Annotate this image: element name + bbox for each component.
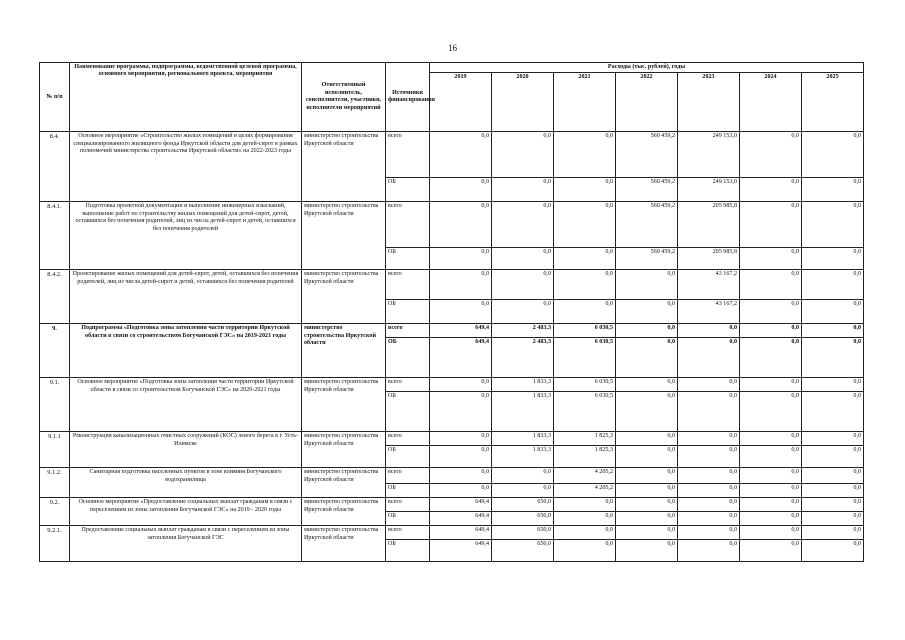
value-2019: 0,0 xyxy=(430,392,492,432)
value-2021: 0,0 xyxy=(554,540,616,562)
value-2023: 0,0 xyxy=(678,498,740,512)
row-responsible: министерство строительства Иркутской области xyxy=(302,132,386,202)
value-2024: 0,0 xyxy=(740,512,802,526)
header-year-2023: 2023 xyxy=(678,73,740,132)
value-2021: 6 030,5 xyxy=(554,338,616,378)
value-2024: 0,0 xyxy=(740,446,802,468)
table-row xyxy=(40,432,864,446)
value-2023: 249 153,0 xyxy=(678,132,740,178)
value-2025: 0,0 xyxy=(802,446,864,468)
source-label: всего xyxy=(386,378,430,392)
value-2025: 0,0 xyxy=(802,392,864,432)
header-name: Наименование программы, подпрограммы, ведомственной целевой программы, основного мероприятия, регионального проекта, мероприятия xyxy=(70,63,302,132)
value-2022: 0,0 xyxy=(616,446,678,468)
value-2025: 0,0 xyxy=(802,324,864,338)
value-2025: 0,0 xyxy=(802,498,864,512)
header-year-2024: 2024 xyxy=(740,73,802,132)
value-2019: 0,0 xyxy=(430,270,492,300)
value-2020: 0,0 xyxy=(492,468,554,484)
value-2024: 0,0 xyxy=(740,338,802,378)
value-2020: 650,0 xyxy=(492,498,554,512)
row-name: Проектирование жилых помещений для детей-сирот, детей, оставшихся без попечения родителей, лиц из числа детей-сирот и детей, оставшихся без попечения родителей xyxy=(70,270,302,324)
value-2024: 0,0 xyxy=(740,300,802,324)
source-label: всего xyxy=(386,324,430,338)
value-2023: 0,0 xyxy=(678,392,740,432)
value-2024: 0,0 xyxy=(740,270,802,300)
value-2023: 43 167,2 xyxy=(678,300,740,324)
value-2025: 0,0 xyxy=(802,468,864,484)
value-2019: 649,4 xyxy=(430,512,492,526)
value-2025: 0,0 xyxy=(802,526,864,540)
value-2019: 0,0 xyxy=(430,132,492,178)
value-2023: 0,0 xyxy=(678,512,740,526)
row-number: 8.4.1. xyxy=(40,202,70,270)
table-row xyxy=(40,132,864,178)
value-2022: 0,0 xyxy=(616,468,678,484)
value-2020: 1 833,3 xyxy=(492,432,554,446)
value-2019: 0,0 xyxy=(430,300,492,324)
value-2022: 0,0 xyxy=(616,338,678,378)
row-responsible: министерство строительства Иркутской области xyxy=(302,202,386,270)
value-2019: 649,4 xyxy=(430,324,492,338)
value-2022: 0,0 xyxy=(616,300,678,324)
value-2019: 649,4 xyxy=(430,526,492,540)
value-2022: 0,0 xyxy=(616,512,678,526)
row-number: 8.4. xyxy=(40,132,70,202)
value-2022: 560 459,2 xyxy=(616,132,678,178)
row-number: 9.1.1 xyxy=(40,432,70,468)
header-responsible: Ответственный исполнитель, соисполнители, участники, исполнители мероприятий xyxy=(302,63,386,132)
budget-table xyxy=(39,62,864,562)
value-2019: 649,4 xyxy=(430,540,492,562)
value-2019: 0,0 xyxy=(430,178,492,202)
source-label: всего xyxy=(386,270,430,300)
value-2021: 0,0 xyxy=(554,248,616,270)
value-2020: 1 833,3 xyxy=(492,446,554,468)
value-2020: 650,0 xyxy=(492,526,554,540)
source-label: всего xyxy=(386,132,430,178)
table-row xyxy=(40,324,864,338)
value-2022: 0,0 xyxy=(616,498,678,512)
value-2021: 6 030,5 xyxy=(554,324,616,338)
table-row xyxy=(40,378,864,392)
source-label: всего xyxy=(386,468,430,484)
value-2021: 0,0 xyxy=(554,498,616,512)
row-responsible: министерство строительства Иркутской области xyxy=(302,526,386,562)
value-2024: 0,0 xyxy=(740,526,802,540)
page-number: 16 xyxy=(448,43,457,53)
value-2024: 0,0 xyxy=(740,392,802,432)
table-body xyxy=(40,132,864,562)
row-name: Основное мероприятие «Подготовка зоны затопления части территории Иркутской области в связи со строительством Богучанской ГЭС» на 2020-2021 годы xyxy=(70,378,302,432)
row-name: Подпрограмма «Подготовка зоны затопления части территории Иркутской области в связи со строительством Богучанской ГЭС» на 2019-2021 годы xyxy=(70,324,302,378)
value-2020: 0,0 xyxy=(492,178,554,202)
value-2022: 0,0 xyxy=(616,432,678,446)
value-2025: 0,0 xyxy=(802,132,864,178)
value-2025: 0,0 xyxy=(802,178,864,202)
header-year-2021: 2021 xyxy=(554,73,616,132)
table-row xyxy=(40,202,864,248)
row-name: Основное мероприятие «Предоставление социальных выплат гражданам в связи с переселением из зоны затопления Богучанской ГЭС» на 2019 - 2020 годы xyxy=(70,498,302,526)
value-2020: 1 833,3 xyxy=(492,392,554,432)
table-row xyxy=(40,270,864,300)
value-2021: 1 825,3 xyxy=(554,446,616,468)
value-2021: 0,0 xyxy=(554,270,616,300)
value-2020: 0,0 xyxy=(492,300,554,324)
value-2022: 0,0 xyxy=(616,540,678,562)
value-2024: 0,0 xyxy=(740,132,802,178)
value-2020: 2 483,3 xyxy=(492,338,554,378)
value-2025: 0,0 xyxy=(802,270,864,300)
value-2025: 0,0 xyxy=(802,248,864,270)
value-2021: 6 030,5 xyxy=(554,378,616,392)
value-2023: 205 985,8 xyxy=(678,248,740,270)
value-2023: 0,0 xyxy=(678,432,740,446)
value-2022: 0,0 xyxy=(616,526,678,540)
header-expenses: Расходы (тыс. рублей), годы xyxy=(430,63,864,73)
value-2024: 0,0 xyxy=(740,202,802,248)
value-2023: 249 153,0 xyxy=(678,178,740,202)
value-2021: 0,0 xyxy=(554,300,616,324)
value-2020: 0,0 xyxy=(492,484,554,498)
value-2021: 0,0 xyxy=(554,512,616,526)
header-source: Источники финансирования xyxy=(386,63,430,132)
header-year-2019: 2019 xyxy=(430,73,492,132)
value-2020: 0,0 xyxy=(492,202,554,248)
value-2025: 0,0 xyxy=(802,300,864,324)
table-row xyxy=(40,526,864,540)
row-number: 8.4.2. xyxy=(40,270,70,324)
source-label: всего xyxy=(386,202,430,248)
value-2021: 0,0 xyxy=(554,178,616,202)
value-2025: 0,0 xyxy=(802,432,864,446)
value-2023: 0,0 xyxy=(678,540,740,562)
value-2023: 0,0 xyxy=(678,484,740,498)
row-responsible: министерство строительства Иркутской области xyxy=(302,432,386,468)
value-2020: 650,0 xyxy=(492,512,554,526)
row-responsible: министерство строительства Иркутской области xyxy=(302,270,386,324)
source-label: всего xyxy=(386,498,430,512)
value-2025: 0,0 xyxy=(802,202,864,248)
row-name: Основное мероприятие «Строительство жилых помещений в целях формирования специализированного жилищного фонда Иркутской области для детей-сирот в рамках полномочий министерства строительства Иркутской области» на 2022-2023 годы xyxy=(70,132,302,202)
source-label: ОБ xyxy=(386,446,430,468)
value-2023: 0,0 xyxy=(678,338,740,378)
value-2021: 0,0 xyxy=(554,132,616,178)
value-2019: 649,4 xyxy=(430,338,492,378)
source-label: всего xyxy=(386,526,430,540)
row-number: 9. xyxy=(40,324,70,378)
row-responsible: министерство строительства Иркутской области xyxy=(302,468,386,498)
value-2020: 0,0 xyxy=(492,270,554,300)
row-number: 9.2. xyxy=(40,498,70,526)
row-responsible: министерство строительства Иркутской области xyxy=(302,498,386,526)
row-name: Подготовка проектной документации и выполнение инженерных изысканий, выполнение работ по строительству жилых помещений для детей-сирот, детей, оставшихся без попечения родителей, лиц из числа детей-сирот и детей, оставшихся без попечения родителей xyxy=(70,202,302,270)
value-2020: 2 483,3 xyxy=(492,324,554,338)
value-2025: 0,0 xyxy=(802,378,864,392)
table-row xyxy=(40,468,864,484)
value-2022: 560 459,2 xyxy=(616,248,678,270)
value-2021: 4 205,2 xyxy=(554,484,616,498)
source-label: ОБ xyxy=(386,338,430,378)
value-2022: 0,0 xyxy=(616,378,678,392)
value-2023: 205 985,8 xyxy=(678,202,740,248)
value-2023: 0,0 xyxy=(678,324,740,338)
value-2020: 650,0 xyxy=(492,540,554,562)
value-2021: 0,0 xyxy=(554,526,616,540)
value-2019: 0,0 xyxy=(430,432,492,446)
value-2024: 0,0 xyxy=(740,498,802,512)
value-2024: 0,0 xyxy=(740,540,802,562)
value-2021: 4 205,2 xyxy=(554,468,616,484)
source-label: ОБ xyxy=(386,512,430,526)
row-number: 9.1.2. xyxy=(40,468,70,498)
value-2022: 0,0 xyxy=(616,324,678,338)
header-num: № п/п xyxy=(40,63,70,132)
row-number: 9.2.1. xyxy=(40,526,70,562)
source-label: ОБ xyxy=(386,392,430,432)
value-2025: 0,0 xyxy=(802,484,864,498)
table-row xyxy=(40,498,864,512)
value-2021: 1 825,3 xyxy=(554,432,616,446)
value-2024: 0,0 xyxy=(740,324,802,338)
value-2019: 0,0 xyxy=(430,484,492,498)
value-2024: 0,0 xyxy=(740,248,802,270)
source-label: ОБ xyxy=(386,178,430,202)
value-2020: 0,0 xyxy=(492,132,554,178)
value-2022: 0,0 xyxy=(616,484,678,498)
value-2019: 0,0 xyxy=(430,468,492,484)
source-label: ОБ xyxy=(386,300,430,324)
value-2025: 0,0 xyxy=(802,338,864,378)
value-2019: 0,0 xyxy=(430,248,492,270)
value-2019: 0,0 xyxy=(430,202,492,248)
value-2023: 43 167,2 xyxy=(678,270,740,300)
value-2024: 0,0 xyxy=(740,484,802,498)
value-2022: 560 459,2 xyxy=(616,202,678,248)
value-2021: 6 030,5 xyxy=(554,392,616,432)
value-2019: 649,4 xyxy=(430,498,492,512)
row-responsible: министерство строительства Иркутской области xyxy=(302,378,386,432)
source-label: ОБ xyxy=(386,540,430,562)
source-label: ОБ xyxy=(386,248,430,270)
header-year-2022: 2022 xyxy=(616,73,678,132)
value-2025: 0,0 xyxy=(802,540,864,562)
value-2019: 0,0 xyxy=(430,378,492,392)
row-name: Реконструкция канализационных очистных сооружений (КОС) левого берега в г. Усть-Илимске xyxy=(70,432,302,468)
value-2023: 0,0 xyxy=(678,446,740,468)
row-number: 9.1. xyxy=(40,378,70,432)
source-label: ОБ xyxy=(386,484,430,498)
header-year-2025: 2025 xyxy=(802,73,864,132)
value-2024: 0,0 xyxy=(740,432,802,446)
value-2022: 560 459,2 xyxy=(616,178,678,202)
value-2023: 0,0 xyxy=(678,378,740,392)
value-2023: 0,0 xyxy=(678,468,740,484)
source-label: всего xyxy=(386,432,430,446)
row-name: Санитарная подготовка населенных пунктов в зоне влияния Богучанского водохранилища xyxy=(70,468,302,498)
value-2022: 0,0 xyxy=(616,270,678,300)
value-2021: 0,0 xyxy=(554,202,616,248)
row-name: Предоставление социальных выплат гражданам в связи с переселением из зоны затопления Богучанской ГЭС xyxy=(70,526,302,562)
value-2019: 0,0 xyxy=(430,446,492,468)
value-2020: 1 833,3 xyxy=(492,378,554,392)
row-responsible: министерство строительства Иркутской области xyxy=(302,324,386,378)
value-2025: 0,0 xyxy=(802,512,864,526)
value-2024: 0,0 xyxy=(740,378,802,392)
value-2024: 0,0 xyxy=(740,178,802,202)
value-2022: 0,0 xyxy=(616,392,678,432)
value-2023: 0,0 xyxy=(678,526,740,540)
value-2020: 0,0 xyxy=(492,248,554,270)
header-year-2020: 2020 xyxy=(492,73,554,132)
value-2024: 0,0 xyxy=(740,468,802,484)
